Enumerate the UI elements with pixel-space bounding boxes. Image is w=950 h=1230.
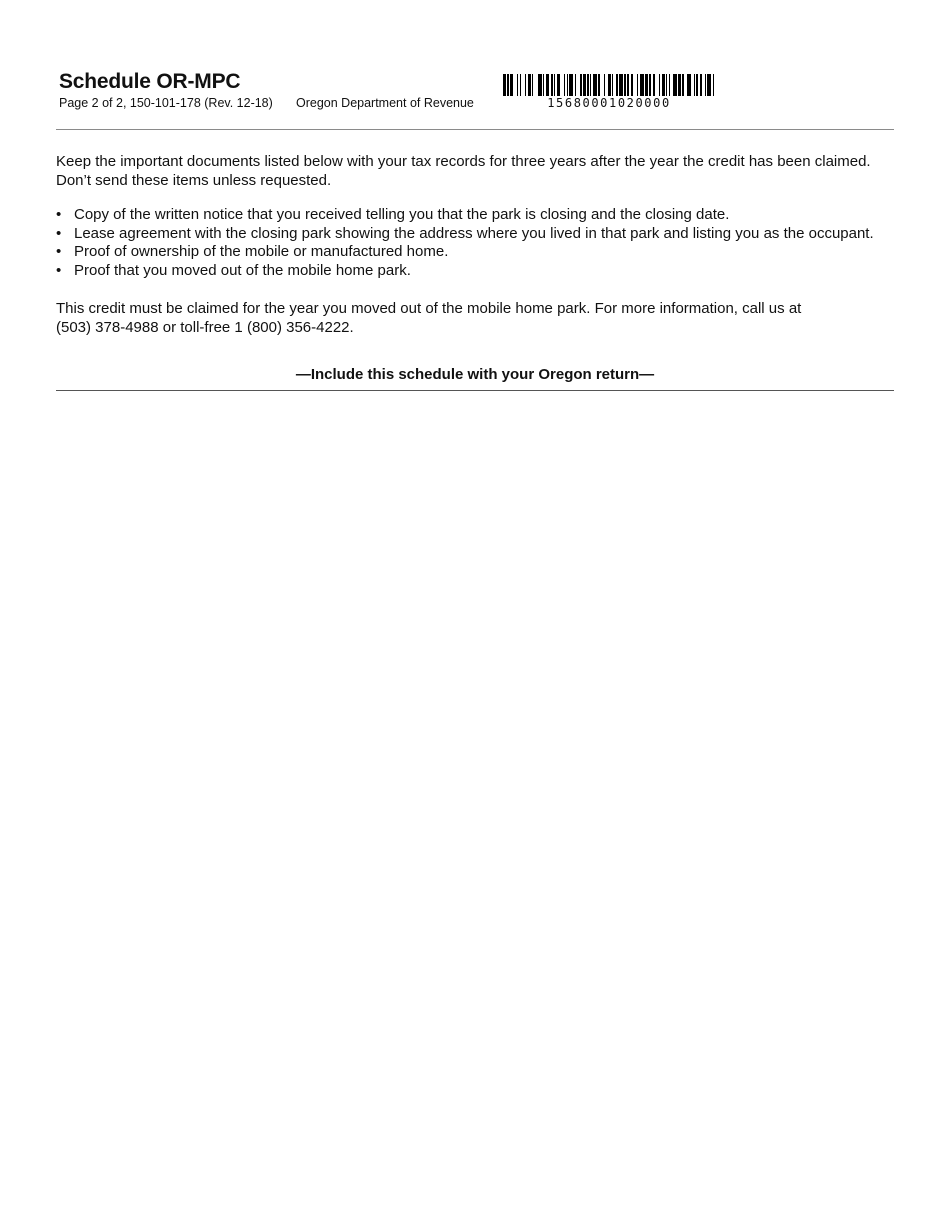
required-documents-list	[56, 206, 916, 280]
list-item	[56, 262, 916, 281]
bullet-icon: •	[56, 243, 62, 260]
intro-line-2: Don’t send these items unless requested.	[56, 172, 332, 189]
barcode-number: 15680001020000	[547, 96, 671, 110]
form-title: Schedule OR-MPC	[59, 70, 241, 93]
include-schedule-note: —Include this schedule with your Oregon return—	[295, 366, 655, 383]
intro-line-1: Keep the important documents listed below with your tax records for three years after the year the credit has been claimed.	[56, 153, 871, 170]
contact-line-2: (503) 378-4988 or toll-free 1 (800) 356-4222.	[56, 319, 354, 336]
form-page-info: Page 2 of 2, 150-101-178 (Rev. 12-18)	[59, 96, 273, 110]
list-item-text: Proof that you moved out of the mobile home park.	[74, 261, 411, 279]
barcode-image	[503, 74, 715, 96]
barcode-bar	[713, 74, 714, 96]
list-item-text: Proof of ownership of the mobile or manufactured home.	[74, 243, 449, 260]
list-item	[56, 243, 916, 262]
footer-divider	[56, 390, 894, 391]
list-item-text: Copy of the written notice that you received telling you that the park is closing and the closing date.	[74, 206, 730, 223]
header-divider	[56, 129, 894, 130]
bullet-icon: •	[56, 206, 62, 223]
list-item	[56, 225, 916, 244]
list-item	[56, 206, 916, 225]
contact-paragraph	[56, 299, 906, 337]
bullet-icon: •	[56, 224, 62, 242]
bullet-icon: •	[56, 261, 62, 279]
list-item-text: Lease agreement with the closing park showing the address where you lived in that park and listing you as the occupant.	[74, 224, 874, 242]
intro-paragraph	[56, 152, 906, 190]
agency-name: Oregon Department of Revenue	[296, 96, 474, 110]
contact-line-1: This credit must be claimed for the year you moved out of the mobile home park. For more information, call us at	[56, 300, 802, 317]
